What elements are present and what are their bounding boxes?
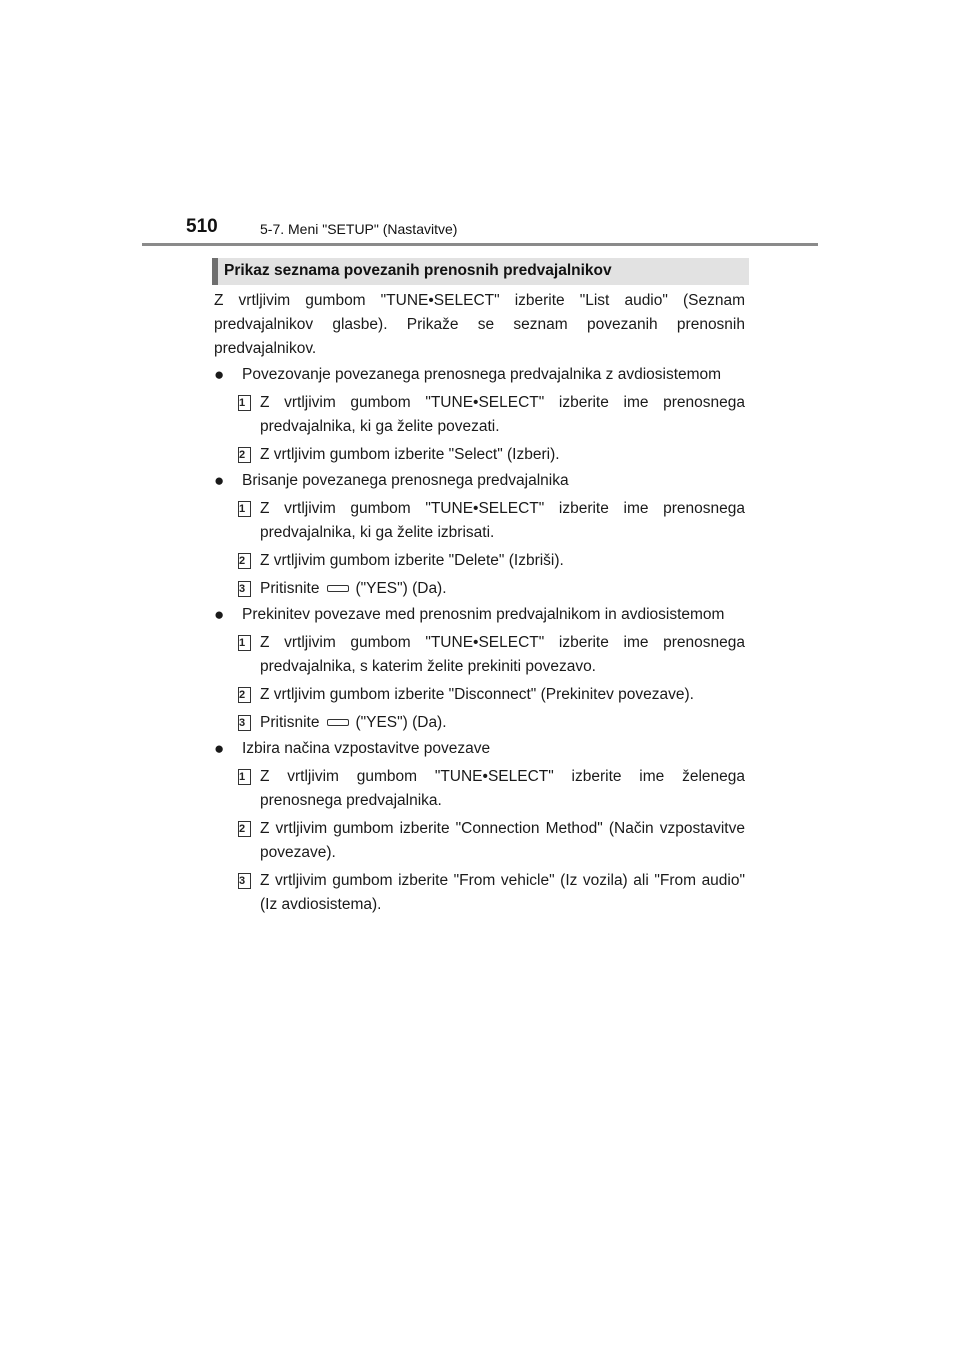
step-text-post: ("YES") (Da). [355,580,447,597]
step [214,391,745,439]
bullet-text: Povezovanje povezanega prenosnega predvajalnika z avdiosistemom [242,366,722,383]
bullet-icon: ● [214,605,225,624]
bullet-item [214,737,745,761]
step-text-post: ("YES") (Da). [355,714,447,731]
bullet-item [214,363,745,387]
step-text: Z vrtljivim gumbom "TUNE•SELECT" izberite ime prenosnega predvajalnika, ki ga želite povezati. [260,394,745,435]
step-text: Z vrtljivim gumbom "TUNE•SELECT" izberite ime prenosnega predvajalnika, s katerim želite prekiniti povezavo. [260,634,745,675]
step [214,765,745,813]
bullet-icon: ● [214,365,225,384]
step [214,869,745,917]
step-number: 3 [238,715,251,731]
step-text-pre: Pritisnite [260,714,320,731]
header-rule [142,243,818,246]
step-text: Z vrtljivim gumbom izberite "Disconnect" (Prekinitev povezave). [260,686,694,703]
step-text: Z vrtljivim gumbom "TUNE•SELECT" izberite ime prenosnega predvajalnika, ki ga želite izbrisati. [260,500,745,541]
section-heading-bar [212,258,218,285]
step-text: Z vrtljivim gumbom izberite "From vehicle" (Iz vozila) ali "From audio" (Iz avdiosistema). [260,872,745,913]
step-text: Z vrtljivim gumbom izberite "Select" (Izberi). [260,446,560,463]
bullet-text: Prekinitev povezave med prenosnim predvajalnikom in avdiosistemom [242,606,725,623]
step-number: 2 [238,687,251,703]
step-number: 1 [238,501,251,517]
bullet-item [214,603,745,627]
section-heading: Prikaz seznama povezanih prenosnih predvajalnikov [224,262,612,279]
step-number: 3 [238,581,251,597]
step-number: 1 [238,769,251,785]
step-number: 2 [238,553,251,569]
step [214,497,745,545]
step-number: 2 [238,447,251,463]
content [214,289,745,917]
step [214,577,745,601]
bullet-item [214,469,745,493]
step-number: 1 [238,635,251,651]
button-icon [327,585,349,592]
step [214,711,745,735]
section-heading-box [212,258,749,285]
step-text: Z vrtljivim gumbom "TUNE•SELECT" izberite ime želenega prenosnega predvajalnika. [260,768,745,809]
bullet-icon: ● [214,471,225,490]
step-text: Z vrtljivim gumbom izberite "Connection Method" (Način vzpostavitve povezave). [260,820,745,861]
bullet-text: Izbira načina vzpostavitve povezave [242,740,491,757]
step-text: Z vrtljivim gumbom izberite "Delete" (Izbriši). [260,552,564,569]
step [214,631,745,679]
step [214,817,745,865]
header-title: 5-7. Meni "SETUP" (Nastavitve) [260,221,458,237]
button-icon [327,719,349,726]
step-text-pre: Pritisnite [260,580,320,597]
step [214,443,745,467]
step [214,549,745,573]
step-number: 1 [238,395,251,411]
step-number: 2 [238,821,251,837]
step-number: 3 [238,873,251,889]
page-number: 510 [186,216,218,237]
intro-paragraph: Z vrtljivim gumbom "TUNE•SELECT" izberite "List audio" (Seznam predvajalnikov glasbe). Prikaže se seznam povezanih prenosnih predvajalnikov. [214,292,745,357]
bullet-text: Brisanje povezanega prenosnega predvajalnika [242,472,569,489]
step [214,683,745,707]
bullet-icon: ● [214,739,225,758]
